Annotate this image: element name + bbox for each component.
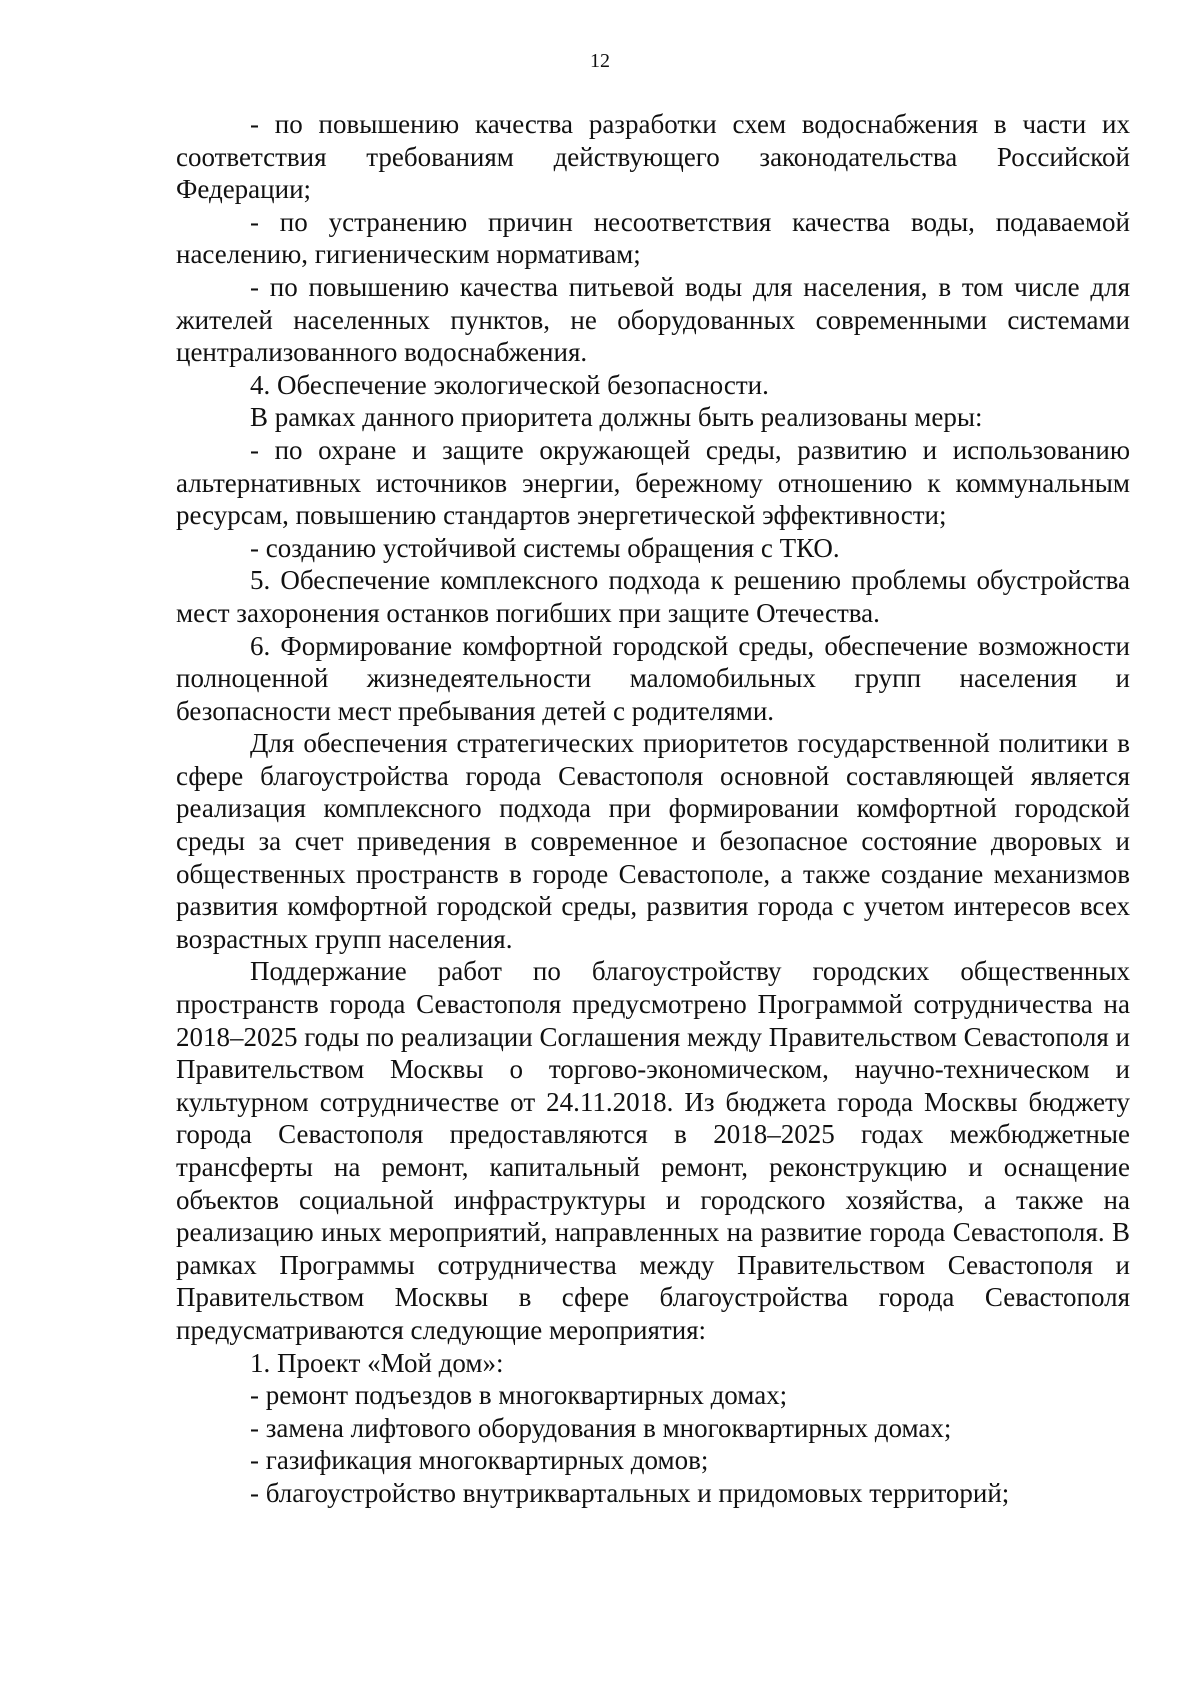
paragraph-drinking-water: - по повышению качества питьевой воды для населения, в том числе для жителей населенных пунктов, не оборудованных современными системами централизованного водоснабжения. (176, 271, 1130, 368)
list-item-elevator-replacement: - замена лифтового оборудования в многоквартирных домах; (250, 1412, 952, 1443)
paragraph-water-quality-causes: - по устранению причин несоответствия качества воды, подаваемой населению, гигиеническим нормативам; (176, 206, 1130, 270)
list-item-entrance-repair: - ремонт подъездов в многоквартирных домах; (250, 1380, 788, 1411)
page-number: 12 (590, 50, 610, 72)
list-item-gasification: - газификация многоквартирных домов; (250, 1445, 709, 1476)
paragraph-priority-measures: В рамках данного приоритета должны быть реализованы меры: (250, 402, 983, 433)
paragraph-water-schemes: - по повышению качества разработки схем водоснабжения в части их соответствия требованиям действующего законодательства Российской Федерации; (176, 109, 1130, 205)
paragraph-burial-sites: 5. Обеспечение комплексного подхода к решению проблемы обустройства мест захоронения останков погибших при защите Отечества. (176, 565, 1130, 628)
document-body (176, 108, 1130, 1510)
paragraph-cooperation-program: Поддержание работ по благоустройству городских общественных пространств города Севастополя предусмотрено Программой сотрудничества на 2018–2025 годы по реализации Соглашения между Правительством Севастополя и Правительством Москвы о торгово-экономическом, научно-техническом и культурном сотрудничестве от 24.11.2018. Из бюджета города Москвы бюджету города Севастополя предоставляются в 2018–2025 годах межбюджетные трансферты на ремонт, капитальный ремонт, реконструкцию и оснащение объектов социальной инфраструктуры и городского хозяйства, а также на реализацию иных мероприятий, направленных на развитие города Севастополя. В рамках Программы сотрудничества между Правительством Севастополя и Правительством Москвы в сфере благоустройства города Севастополя предусматриваются следующие мероприятия: (176, 956, 1130, 1345)
heading-ecological-safety: 4. Обеспечение экологической безопасности. (250, 369, 769, 400)
list-item-territory-improvement: - благоустройство внутриквартальных и придомовых территорий; (250, 1477, 1010, 1508)
paragraph-waste-system: - созданию устойчивой системы обращения с ТКО. (250, 532, 840, 563)
paragraph-environment-protection: - по охране и защите окружающей среды, развитию и использованию альтернативных источников энергии, бережному отношению к коммунальным ресурсам, повышению стандартов энергетической эффективности; (176, 434, 1130, 531)
paragraph-my-home-project: 1. Проект «Мой дом»: (250, 1347, 504, 1378)
paragraph-strategic-priorities: Для обеспечения стратегических приоритетов государственной политики в сфере благоустройства города Севастополя основной составляющей является реализация комплексного подхода при формировании комфортной городской среды за счет приведения в современное и безопасное состояние дворовых и общественных пространств в городе Севастополе, а также создание механизмов развития комфортной городской среды, развития города с учетом интересов всех возрастных групп населения. (176, 728, 1130, 954)
paragraph-urban-environment: 6. Формирование комфортной городской среды, обеспечение возможности полноценной жизнедеятельности маломобильных групп населения и безопасности мест пребывания детей с родителями. (176, 630, 1130, 726)
